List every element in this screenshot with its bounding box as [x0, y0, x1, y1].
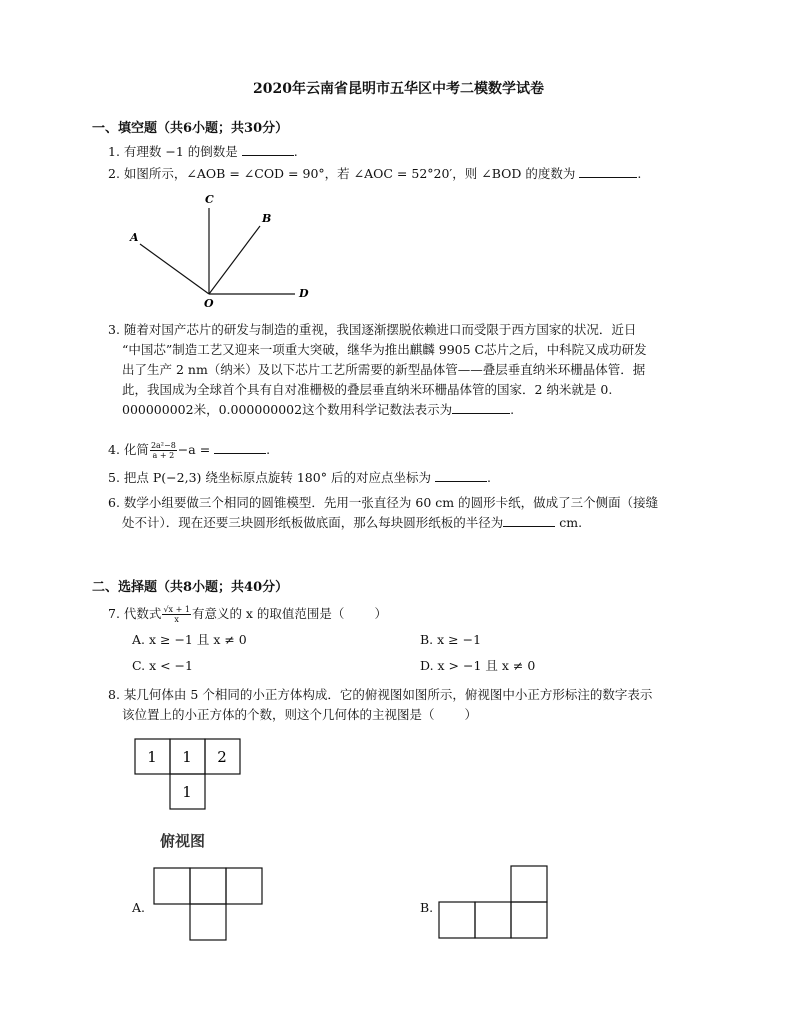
fraction: $\frac{\text{2a²−8}}{a + 2}$ — [150, 441, 176, 460]
option-b-figure[interactable] — [435, 862, 553, 942]
answer-blank — [242, 143, 294, 156]
ray-ob — [209, 226, 260, 294]
question-4: 4. 化简 $\frac{\text{2a²−8}}{a + 2}$ −a = . — [108, 441, 271, 460]
question-6: 6. 数学小组要做三个相同的圆锥模型．先用一张直径为 60 cm 的圆形卡纸，做成了三个侧面（接缝 处不计）．现在还要三块圆形纸板做底面，那么每块圆形纸板的半径为 cm. — [108, 495, 659, 530]
question-text: 如图所示，∠AOB = ∠COD = 90°，若 ∠AOC = 52°20′，则 ∠BOD 的度数为 — [123, 166, 576, 181]
option-d[interactable]: D. x > −1 且 x ≠ 0 — [420, 658, 536, 673]
option-b-label[interactable]: B. — [420, 900, 434, 915]
section-heading-multiple-choice: 二、选择题（共8小题；共40分） — [92, 580, 289, 595]
question-number: 7. — [108, 606, 120, 621]
question-7: 7. 代数式 $\frac{√x + 1}{x}$ 有意义的 x 的取值范围是（ ） — [108, 605, 387, 624]
section-heading-fill-blank: 一、填空题（共6小题；共30分） — [92, 121, 289, 136]
question-number: 3. — [108, 322, 120, 337]
question-2: 2. 如图所示，∠AOB = ∠COD = 90°，若 ∠AOC = 52°20′，则 ∠BOD 的度数为 . — [108, 166, 642, 181]
option-a-label[interactable]: A. — [132, 900, 146, 915]
question-1: 1. 有理数 −1 的倒数是 . — [108, 144, 298, 159]
grid-cell-value: 2 — [217, 748, 227, 766]
label-a: A — [130, 231, 139, 244]
answer-blank — [214, 441, 266, 454]
label-c: C — [205, 193, 214, 206]
page-title: 2020年云南省昆明市五华区中考二模数学试卷 — [253, 81, 544, 97]
answer-blank — [503, 514, 555, 527]
fraction: $\frac{√x + 1}{x}$ — [163, 605, 190, 624]
grid-cell-value: 1 — [147, 748, 157, 766]
label-b: B — [262, 212, 272, 225]
ray-oa — [140, 244, 209, 294]
question-number: 2. — [108, 166, 120, 181]
label-d: D — [299, 287, 309, 300]
question-number: 5. — [108, 470, 120, 485]
top-view-grid — [130, 735, 245, 815]
question-number: 1. — [108, 144, 120, 159]
question-number: 8. — [108, 687, 120, 702]
answer-blank — [435, 469, 487, 482]
option-a[interactable]: A. x ≥ −1 且 x ≠ 0 — [132, 632, 247, 647]
grid-cell-value: 1 — [182, 783, 192, 801]
grid-cell-value: 1 — [182, 748, 192, 766]
angle-figure — [120, 188, 330, 313]
question-number: 6. — [108, 495, 120, 510]
answer-blank — [579, 165, 637, 178]
question-number: 4. — [108, 442, 120, 457]
question-text: 有理数 −1 的倒数是 — [123, 144, 238, 159]
top-view-label: 俯视图 — [160, 832, 206, 850]
option-c[interactable]: C. x < −1 — [132, 658, 193, 673]
question-3: 3. 随着对国产芯片的研发与制造的重视，我国逐渐摆脱依赖进口而受限于西方国家的状况．近日 “中国芯”制造工艺又迎来一项重大突破，继华为推出麒麟 9905 C芯片之后，中科院又成功研发 出了生产 2 nm（纳米）及以下芯片工艺所需要的新型晶体管——叠层垂直纳米环栅晶体管．据 此，我国成为全球首个具有自对准栅极的叠层垂直纳米环栅晶体管的国家．2 纳米就是 0. 000000002米，0.000000002这个数用科学记数法表示为 . — [108, 322, 647, 417]
label-o: O — [204, 297, 214, 310]
question-8: 8. 某几何体由 5 个相同的小正方体构成．它的俯视图如图所示，俯视图中小正方形标注的数字表示 该位置上的小正方体的个数，则这个几何体的主视图是（ ） — [108, 687, 653, 722]
option-a-figure[interactable] — [150, 864, 268, 944]
question-text: 把点 P(−2,3) 绕坐标原点旋转 180° 后的对应点坐标为 — [123, 470, 431, 485]
question-5: 5. 把点 P(−2,3) 绕坐标原点旋转 180° 后的对应点坐标为 . — [108, 470, 491, 485]
option-b[interactable]: B. x ≥ −1 — [420, 632, 482, 647]
answer-blank — [452, 401, 510, 414]
